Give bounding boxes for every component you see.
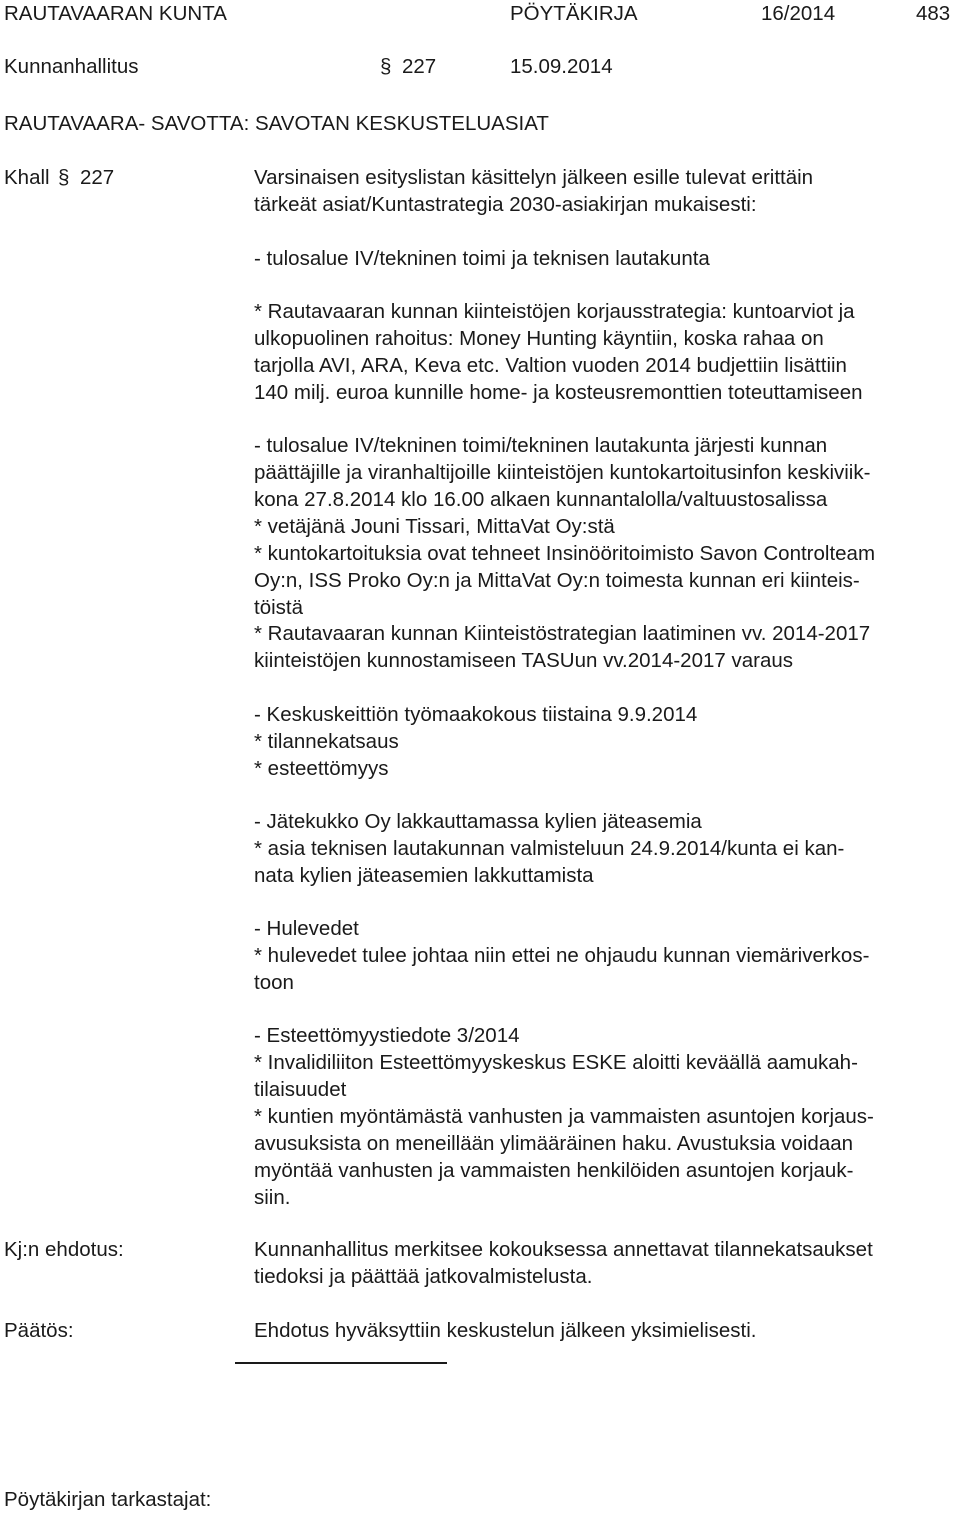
body-line: * vetäjänä Jouni Tissari, MittaVat Oy:stä: [254, 515, 615, 538]
body-line: tärkeät asiat/Kuntastrategia 2030-asiakirjan mukaisesti:: [254, 193, 757, 216]
body-line: Oy:n, ISS Proko Oy:n ja MittaVat Oy:n toimesta kunnan eri kiinteis-: [254, 569, 860, 592]
body-line: * asia teknisen lautakunnan valmisteluun 24.9.2014/kunta ei kan-: [254, 837, 845, 860]
khall-number: 227: [80, 166, 115, 189]
body-line: * esteettömyys: [254, 757, 389, 780]
body-line: - tulosalue IV/tekninen toimi ja teknisen lautakunta: [254, 247, 710, 270]
khall-section-sign: §: [58, 166, 70, 189]
body-line: Varsinaisen esityslistan käsittelyn jälkeen esille tulevat erittäin: [254, 166, 814, 189]
body-line: siin.: [254, 1186, 291, 1209]
body-line: - Jätekukko Oy lakkauttamassa kylien jäteasemia: [254, 810, 702, 833]
khall-label: Khall: [4, 166, 50, 189]
org-name: RAUTAVAARAN KUNTA: [4, 2, 227, 25]
page-number: 483: [916, 2, 951, 25]
proposal-line: Kunnanhallitus merkitsee kokouksessa annettavat tilannekatsaukset: [254, 1238, 873, 1261]
proposal-line: tiedoksi ja päättää jatkovalmistelusta.: [254, 1265, 593, 1288]
body-line: kiinteistöjen kunnostamiseen TASUun vv.2014-2017 varaus: [254, 649, 794, 672]
page-title: RAUTAVAARA- SAVOTTA: SAVOTAN KESKUSTELUASIAT: [4, 112, 549, 135]
section-number: 227: [402, 55, 437, 78]
doc-number: 16/2014: [761, 2, 836, 25]
doc-type: PÖYTÄKIRJA: [510, 2, 638, 25]
body-line: toon: [254, 971, 294, 994]
body-line: nata kylien jäteasemien lakkuttamista: [254, 864, 594, 887]
body-line: tarjolla AVI, ARA, Keva etc. Valtion vuoden 2014 budjettiin lisättiin: [254, 354, 847, 377]
body-line: * Rautavaaran kunnan Kiinteistöstrategian laatiminen vv. 2014-2017: [254, 622, 871, 645]
body-line: - Esteettömyystiedote 3/2014: [254, 1024, 520, 1047]
body-name: Kunnanhallitus: [4, 55, 139, 78]
body-line: * kuntien myöntämästä vanhusten ja vammaisten asuntojen korjaus-: [254, 1105, 874, 1128]
body-line: * kuntokartoituksia ovat tehneet Insinööritoimisto Savon Controlteam: [254, 542, 876, 565]
signature-rule: [235, 1362, 447, 1364]
meeting-date: 15.09.2014: [510, 55, 613, 78]
body-line: päättäjille ja viranhaltijoille kiinteistöjen kuntokartoitusinfon keskiviik-: [254, 461, 871, 484]
body-line: - Hulevedet: [254, 917, 359, 940]
body-line: - Keskuskeittiön työmaakokous tiistaina 9.9.2014: [254, 703, 698, 726]
body-line: * tilannekatsaus: [254, 730, 399, 753]
body-line: kona 27.8.2014 klo 16.00 alkaen kunnantalolla/valtuustosalissa: [254, 488, 828, 511]
body-line: 140 milj. euroa kunnille home- ja kosteusremonttien toteuttamiseen: [254, 381, 863, 404]
body-line: tilaisuudet: [254, 1078, 347, 1101]
body-line: ulkopuolinen rahoitus: Money Hunting käyntiin, koska rahaa on: [254, 327, 824, 350]
body-line: avusuksista on meneillään ylimääräinen haku. Avustuksia voidaan: [254, 1132, 854, 1155]
proposal-label: Kj:n ehdotus:: [4, 1238, 124, 1261]
body-line: * hulevedet tulee johtaa niin ettei ne ohjaudu kunnan viemäriverkos-: [254, 944, 870, 967]
body-line: * Invalidiliiton Esteettömyyskeskus ESKE aloitti keväällä aamukah-: [254, 1051, 858, 1074]
body-line: myöntää vanhusten ja vammaisten henkilöiden asuntojen korjauk-: [254, 1159, 854, 1182]
section-sign: §: [380, 55, 392, 78]
decision-text: Ehdotus hyväksyttiin keskustelun jälkeen yksimielisesti.: [254, 1319, 757, 1342]
body-line: - tulosalue IV/tekninen toimi/tekninen lautakunta järjesti kunnan: [254, 434, 828, 457]
body-line: * Rautavaaran kunnan kiinteistöjen korjausstrategia: kuntoarviot ja: [254, 300, 855, 323]
body-line: töistä: [254, 596, 303, 619]
footer-label: Pöytäkirjan tarkastajat:: [4, 1488, 212, 1511]
decision-label: Päätös:: [4, 1319, 74, 1342]
